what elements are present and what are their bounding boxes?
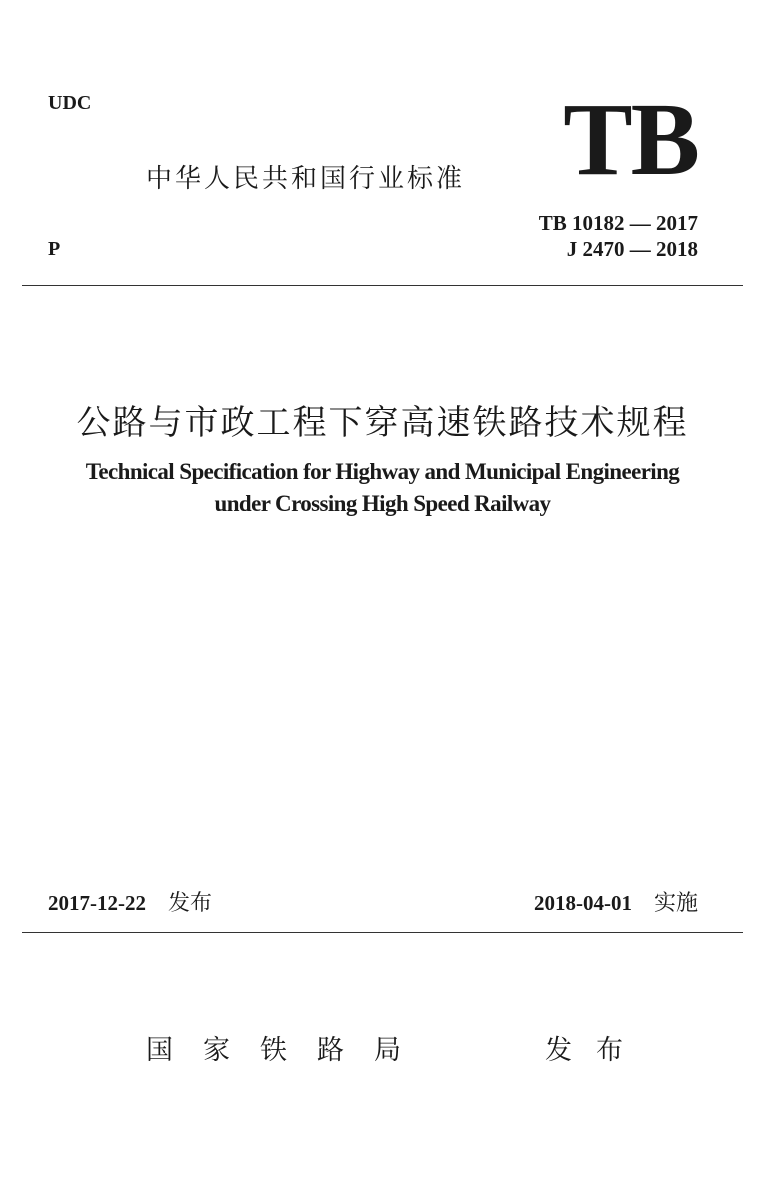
publisher-action: 发布 [545,1035,647,1066]
title-english-line2: under Crossing High Speed Railway [214,491,551,516]
standard-number: TB 10182 — 2017 [538,211,698,235]
effective-label: 实施 [653,891,698,916]
title-english-line1: Technical Specification for Highway and Municipal Engineering [85,459,680,484]
issue-date: 2017-12-22 [48,891,146,915]
record-number: J 2470 — 2018 [566,237,698,261]
title-chinese: 公路与市政工程下穿高速铁路技术规程 [76,403,689,443]
issue-date-row [48,886,212,917]
standard-numbers [539,210,698,262]
udc-label: UDC [48,92,92,114]
tb-logo: TB [563,82,698,197]
effective-date: 2018-04-01 [533,891,632,915]
publisher-name: 国家铁路局 [146,1035,431,1066]
issue-label: 发布 [168,891,213,916]
classification-code: P [48,238,61,260]
industry-standard-heading: 中华人民共和国行业标准 [146,164,466,194]
effective-date-row [534,886,698,917]
header-divider [22,285,743,286]
footer-divider [22,932,743,933]
title-english [0,456,765,520]
